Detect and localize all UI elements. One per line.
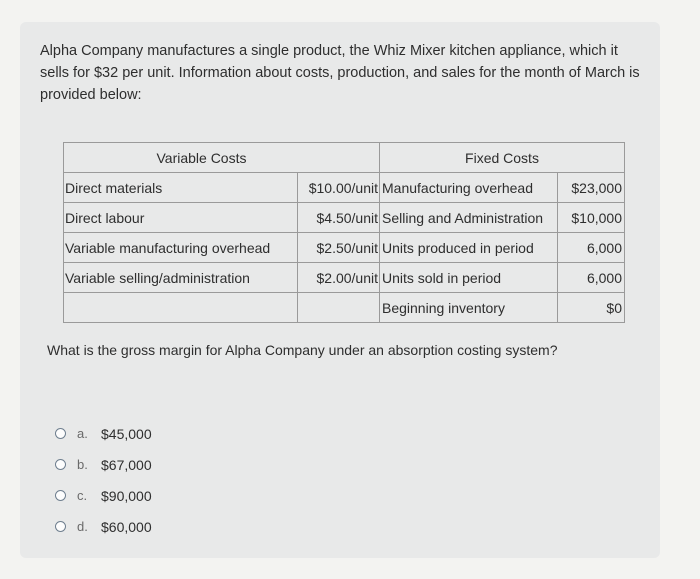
radio-button[interactable]	[55, 521, 66, 532]
fixed-cost-amount: $23,000	[558, 173, 625, 203]
answer-option-b[interactable]	[55, 449, 152, 480]
table-row	[64, 263, 625, 293]
fixed-cost-amount: $10,000	[558, 203, 625, 233]
fixed-cost-amount: 6,000	[558, 233, 625, 263]
fixed-cost-label: Units sold in period	[380, 263, 558, 293]
option-letter: d.	[77, 519, 88, 534]
table-row	[64, 173, 625, 203]
table-row	[64, 293, 625, 323]
table-row	[64, 233, 625, 263]
variable-cost-label: Direct materials	[64, 173, 298, 203]
radio-button[interactable]	[55, 490, 66, 501]
radio-button[interactable]	[55, 428, 66, 439]
fixed-cost-label: Beginning inventory	[380, 293, 558, 323]
radio-button[interactable]	[55, 459, 66, 470]
table-row	[64, 203, 625, 233]
answer-option-a[interactable]	[55, 418, 152, 449]
option-letter: a.	[77, 426, 88, 441]
header-variable-costs: Variable Costs	[64, 143, 380, 173]
answer-option-c[interactable]	[55, 480, 152, 511]
option-value: $67,000	[101, 456, 152, 473]
fixed-cost-label: Selling and Administration	[380, 203, 558, 233]
option-letter: b.	[77, 457, 88, 472]
fixed-cost-label: Units produced in period	[380, 233, 558, 263]
variable-cost-amount: $2.50/unit	[298, 233, 380, 263]
variable-cost-label	[64, 293, 298, 323]
header-fixed-costs: Fixed Costs	[380, 143, 625, 173]
fixed-cost-amount: $0	[558, 293, 625, 323]
variable-cost-amount: $10.00/unit	[298, 173, 380, 203]
variable-cost-label: Variable selling/administration	[64, 263, 298, 293]
question-text: Alpha Company manufactures a single product, the Whiz Mixer kitchen appliance, which it sells for $32 per unit. Information about costs, production, and sales for the month of March is provided below:	[40, 43, 640, 103]
answer-option-d[interactable]	[55, 511, 152, 542]
variable-cost-amount	[298, 293, 380, 323]
option-value: $45,000	[101, 425, 152, 442]
option-letter: c.	[77, 488, 88, 503]
question-card	[20, 22, 660, 558]
fixed-cost-label: Manufacturing overhead	[380, 173, 558, 203]
variable-cost-label: Variable manufacturing overhead	[64, 233, 298, 263]
cost-table	[63, 142, 625, 323]
option-value: $90,000	[101, 487, 152, 504]
answer-options	[55, 418, 152, 542]
variable-cost-amount: $2.00/unit	[298, 263, 380, 293]
variable-cost-label: Direct labour	[64, 203, 298, 233]
question-prompt: What is the gross margin for Alpha Company under an absorption costing system?	[47, 342, 558, 358]
variable-cost-amount: $4.50/unit	[298, 203, 380, 233]
option-value: $60,000	[101, 518, 152, 535]
table-header-row	[64, 143, 625, 173]
fixed-cost-amount: 6,000	[558, 263, 625, 293]
